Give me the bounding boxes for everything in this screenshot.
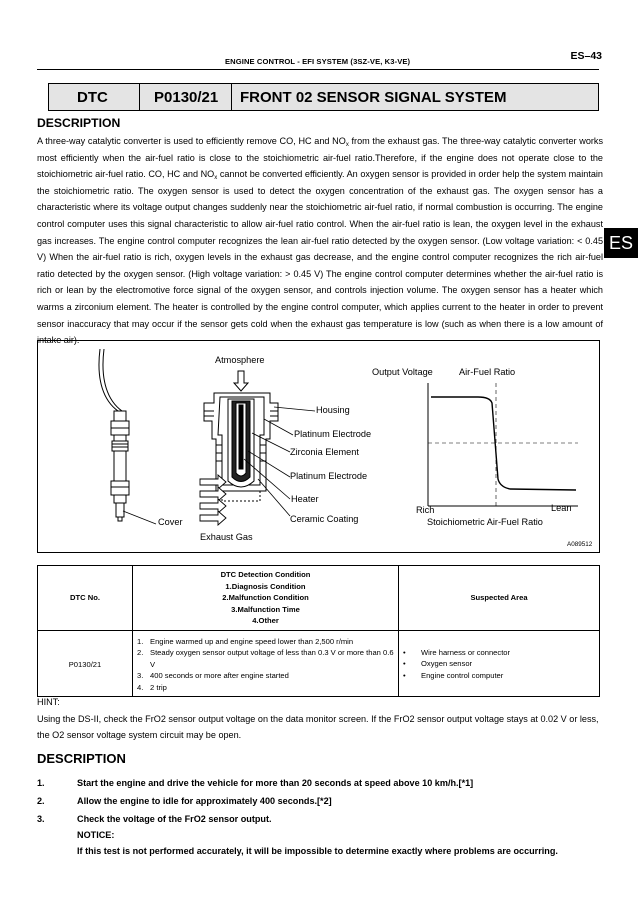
description2-heading: DESCRIPTION — [37, 751, 126, 766]
nox-subscript-1: x — [345, 142, 349, 148]
label-platinum-electrode-inner: Platinum Electrode — [290, 471, 368, 481]
step-number: 3. — [37, 814, 45, 824]
section-header: ENGINE CONTROL - EFI SYSTEM (3SZ-VE, K3-VE) — [225, 57, 411, 66]
table-row — [38, 630, 600, 697]
condition-number: 3. — [137, 671, 144, 680]
step-text: Check the voltage of the FrO2 sensor output. — [77, 814, 272, 824]
suspected-item — [403, 670, 595, 682]
header-suspected-area: Suspected Area — [399, 566, 600, 631]
bullet-icon: • — [403, 647, 406, 657]
oxygen-sensor-diagram — [37, 340, 600, 553]
description-heading: DESCRIPTION — [37, 116, 121, 130]
step-item — [37, 811, 603, 827]
procedure-steps — [37, 775, 603, 859]
hint-block — [37, 694, 603, 743]
condition-text: Engine warmed up and engine speed lower than 2,500 r/min — [150, 636, 354, 646]
header-dtc-no: DTC No. — [38, 566, 133, 631]
header-line: 4.Other — [252, 616, 279, 625]
suspected-item — [403, 647, 595, 659]
notice-label: NOTICE: — [77, 830, 115, 840]
dtc-title-bar — [48, 83, 599, 111]
graph-x-label: Stoichiometric Air-Fuel Ratio — [427, 517, 543, 527]
graph-rich-label: Rich — [416, 505, 435, 515]
label-ceramic-coating: Ceramic Coating — [290, 514, 359, 524]
label-platinum-electrode-outer: Platinum Electrode — [294, 429, 372, 439]
figure-id: A089512 — [567, 541, 593, 548]
condition-number: 1. — [137, 636, 144, 646]
description-text-2: from the exhaust gas. The three-way catalytic converter works most efficiently when the air-fuel ratio is close to the stoichiometric air-fuel ratio.Therefore, if the engine does not operate close to the stoichiometric air-fuel ratio. CO, HC and NO — [37, 136, 603, 180]
description-text-1: A three-way catalytic converter is used to efficiently remove CO, HC and NO — [37, 136, 346, 146]
bullet-icon: • — [403, 670, 406, 680]
condition-text: 2 trip — [150, 682, 167, 692]
condition-text: Steady oxygen sensor output voltage of less than 0.3 V or more than 0.6 V — [150, 648, 394, 669]
condition-number: 4. — [137, 682, 144, 692]
notice-text: If this test is not performed accurately, it will be impossible to determine exactly where problems are occurring. — [77, 846, 558, 856]
suspected-item — [403, 658, 595, 670]
condition-item — [137, 647, 394, 670]
step-text: Allow the engine to idle for approximately 400 seconds.[*2] — [77, 796, 332, 806]
cell-conditions — [133, 630, 399, 697]
condition-item — [137, 670, 394, 682]
condition-number: 2. — [137, 648, 144, 657]
section-tab-es: ES — [604, 228, 638, 258]
header-rule — [37, 69, 599, 70]
header-line: 1.Diagnosis Condition — [225, 581, 306, 591]
graph-lean-label: Lean — [551, 503, 572, 513]
dtc-table — [37, 565, 600, 697]
dtc-label: DTC — [49, 84, 140, 110]
graph-title: Air-Fuel Ratio — [459, 367, 516, 377]
nox-subscript-2: x — [214, 175, 218, 182]
page-number: ES–43 — [570, 50, 602, 62]
suspected-text: Oxygen sensor — [421, 659, 473, 668]
label-cover: Cover — [158, 517, 183, 527]
description-text-3: cannot be converted efficiently. An oxygen sensor is provided in order help the system maintain the stoichiometric ratio. The oxygen sensor is used to detect the oxygen concentration of the exhaust gas. The oxygen sensor has a characteristic where its voltage output changes suddenly near the stoichiometric air-fuel ratio, if normal combustion is occurring. The engine control computer uses this signal characteristic to allow air-fuel ratio control. When the air-fuel ratio is lean, the oxygen level in the exhaust gas increases. The engine control computer recognizes the lean air-fuel ratio detected by the oxygen sensor. (Low voltage variation: < 0.45 V) When the air-fuel ratio is rich, oxygen levels in the exhaust gas decrease, and the engine control computer recognizes the rich air-fuel ratio detected by the oxygen sensor. (High voltage variation: > 0.45 V) The engine control computer determines whether the air-fuel ratio is rich or lean by the electromotive force signal of the oxygen sensor, and controls injection volume. The oxygen sensor has a heater which warms a zirconium element. The heater is controlled by the engine control computer, which applies current to the heater in order to prevent sensor inaccuracy that may occur if the sensor gets cold when the exhaust gas temperature is low (such as when there is a low amount of intake air). — [37, 169, 603, 346]
header-line: 2.Malfunction Condition — [222, 593, 309, 602]
table-header-row — [38, 566, 600, 631]
graph-y-label: Output Voltage — [372, 367, 433, 377]
condition-text: 400 seconds or more after engine started — [150, 671, 289, 680]
label-atmosphere: Atmosphere — [215, 355, 265, 365]
condition-item — [137, 636, 394, 648]
label-heater: Heater — [291, 494, 319, 504]
cell-suspected-area — [399, 630, 600, 697]
header-detection-condition — [133, 566, 399, 631]
step-item — [37, 775, 603, 791]
step-text: Start the engine and drive the vehicle for more than 20 seconds at speed above 10 km/h.[*1] — [77, 778, 474, 788]
dtc-title: FRONT 02 SENSOR SIGNAL SYSTEM — [240, 88, 507, 106]
step-item — [37, 793, 603, 809]
description-paragraph — [37, 133, 603, 349]
cover-leader — [123, 511, 156, 524]
atmosphere-arrow — [234, 371, 248, 391]
label-housing: Housing — [316, 405, 350, 415]
condition-item — [137, 682, 394, 694]
output-voltage-graph — [428, 383, 578, 506]
dtc-code: P0130/21 — [140, 84, 232, 110]
suspected-text: Engine control computer — [421, 670, 504, 680]
step-number: 2. — [37, 796, 45, 806]
suspected-text: Wire harness or connector — [421, 647, 511, 657]
header-line: 3.Malfunction Time — [231, 604, 300, 614]
bullet-icon: • — [403, 659, 406, 668]
oxygen-sensor-icon — [99, 349, 129, 521]
step-number: 1. — [37, 778, 45, 788]
hint-text: Using the DS-II, check the FrO2 sensor output voltage on the data monitor screen. If the FrO2 sensor output voltage stays at 0.02 V or less, the O2 sensor voltage system circuit may be open. — [37, 714, 599, 740]
cell-dtc-no: P0130/21 — [38, 630, 133, 697]
label-exhaust-gas: Exhaust Gas — [200, 532, 253, 542]
header-line: DTC Detection Condition — [220, 570, 311, 579]
hint-label: HINT: — [37, 697, 60, 707]
label-zirconia-element: Zirconia Element — [290, 447, 359, 457]
